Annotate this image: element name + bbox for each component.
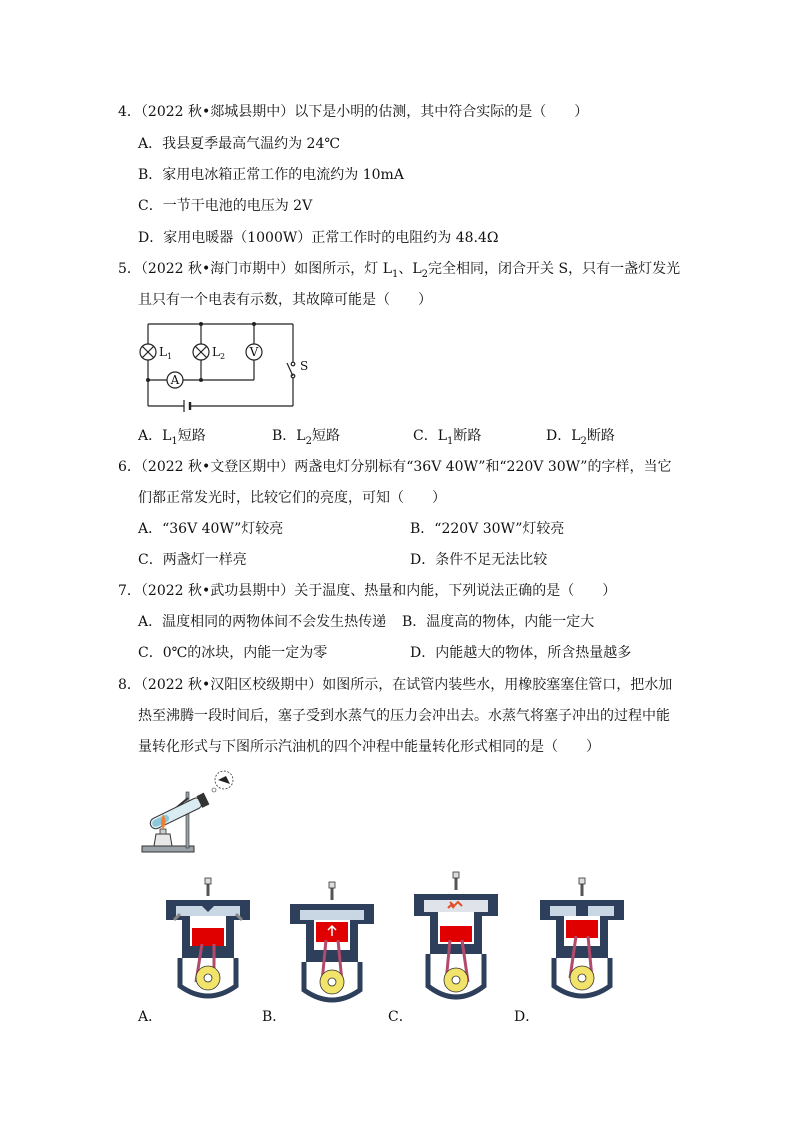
- lamp-l2-label: $L_2$: [212, 345, 226, 361]
- q7-stem: 7．（2022 秋•武功县期中）关于温度、热量和内能，下列说法正确的是（ ）: [118, 583, 617, 599]
- q5-d-text-2: 断路: [586, 428, 615, 444]
- q5-option-c: [413, 426, 481, 446]
- lamp-l1-label: $L_1$: [159, 345, 173, 361]
- q6-stem-line2: 们都正常发光时，比较它们的亮度，可知（ ）: [138, 490, 446, 506]
- q5-a-text-2: 短路: [177, 428, 206, 444]
- battery-symbol: [184, 400, 190, 412]
- q6-option-b: B．“220V 30W”灯较亮: [410, 521, 565, 537]
- q4-option-c: C．一节干电池的电压为 2V: [138, 198, 313, 214]
- q8-stem: 8．（2022 秋•汉阳区校级期中）如图所示，在试管内装些水，用橡胶塞塞住管口，把水加: [118, 677, 673, 693]
- q7-option-d: D．内能越大的物体，所含热量越多: [410, 645, 632, 661]
- q5-stem-text-1: 5．（2022 秋•海门市期中）如图所示，灯 L: [118, 261, 392, 277]
- voltmeter-label: V: [249, 345, 259, 359]
- q8-stem-line2: 热至沸腾一段时间后，塞子受到水蒸气的压力会冲出去。水蒸气将塞子冲出的过程中能: [138, 708, 670, 724]
- junction-dot: [199, 378, 203, 382]
- q8-option-b-label: B．: [262, 1009, 287, 1025]
- q5-option-a: [138, 426, 206, 446]
- q5-stem: [118, 259, 680, 279]
- ammeter-label: A: [170, 373, 180, 387]
- switch-label: S: [300, 359, 309, 373]
- engine-stroke-a-diagram: [162, 878, 254, 1006]
- engine-stroke-b-diagram: [286, 882, 378, 1010]
- q7-option-b: B．温度高的物体，内能一定大: [402, 614, 595, 630]
- q5-stem-text-2: 、L: [398, 261, 422, 277]
- q5-a-sub: 1: [171, 435, 178, 447]
- q5-b-sub: 2: [305, 435, 312, 447]
- engine-stroke-c-diagram: [410, 872, 502, 1008]
- voltmeter-symbol: [246, 344, 262, 360]
- q8-option-c-label: C．: [388, 1009, 413, 1025]
- switch-symbol: [287, 362, 295, 378]
- q8-stem-line3: 量转化形式与下图所示汽油机的四个冲程中能量转化形式相同的是（ ）: [138, 739, 600, 755]
- q5-c-sub: 1: [447, 435, 454, 447]
- engine-stroke-d-diagram: [536, 878, 628, 1006]
- q7-option-c: C．0℃的冰块，内能一定为零: [138, 645, 328, 661]
- q4-stem: 4．（2022 秋•郯城县期中）以下是小明的估测，其中符合实际的是（ ）: [118, 104, 589, 120]
- q5-stem-line2: 且只有一个电表有示数，其故障可能是（ ）: [138, 292, 432, 308]
- q4-option-a: A．我县夏季最高气温约为 24℃: [138, 136, 341, 152]
- test-tube-heating-illustration: [138, 768, 238, 858]
- lamp-l1-symbol: [140, 344, 156, 360]
- q6-option-a: A．“36V 40W”灯较亮: [138, 521, 284, 537]
- junction-dot: [199, 322, 203, 326]
- q6-option-c: C．两盏灯一样亮: [138, 552, 247, 568]
- q5-stem-sub-2: 2: [421, 268, 429, 280]
- ammeter-symbol: [167, 372, 183, 388]
- q4-option-d: D．家用电暖器（1000W）正常工作时的电阻约为 48.4Ω: [138, 230, 499, 246]
- q6-stem: 6．（2022 秋•文登区期中）两盏电灯分别标有“36V 40W”和“220V 30W”的字样，当它: [118, 459, 672, 475]
- q5-b-text: B．L: [272, 428, 306, 444]
- q6-option-d: D．条件不足无法比较: [410, 552, 548, 568]
- q5-b-text-2: 短路: [311, 428, 340, 444]
- q5-option-b: [272, 426, 340, 446]
- q8-option-a-label: A．: [138, 1009, 163, 1025]
- q5-stem-text-3: 完全相同，闭合开关 S，只有一盏灯发光: [428, 261, 681, 277]
- lamp-l2-symbol: [193, 344, 209, 360]
- junction-dot: [252, 322, 256, 326]
- q8-option-d-label: D．: [514, 1009, 540, 1025]
- q5-d-sub: 2: [580, 435, 587, 447]
- q5-a-text: A．L: [138, 428, 172, 444]
- q5-d-text: D．L: [546, 428, 581, 444]
- junction-dot: [146, 378, 150, 382]
- q5-circuit-diagram: [140, 320, 310, 410]
- q5-stem-sub-1: 1: [392, 268, 399, 280]
- q4-option-b: B．家用电冰箱正常工作的电流约为 10mA: [138, 167, 404, 183]
- q5-c-text-2: 断路: [453, 428, 482, 444]
- q5-c-text: C．L: [413, 428, 448, 444]
- q5-option-d: [546, 426, 615, 446]
- q7-option-a: A．温度相同的两物体间不会发生热传递: [138, 614, 387, 630]
